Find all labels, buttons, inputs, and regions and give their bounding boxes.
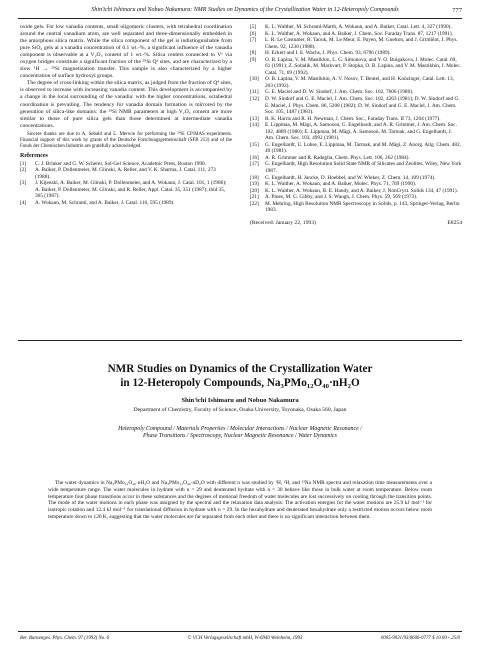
footer-issn: 0005-9021/93/0606-0777 $ 10.00+.25/0 — [380, 636, 460, 641]
reference-text: K. L. Walther, A. Wokaun, B. E. Handy, and A. Baiker, J. NonCryst. Solids 134, 47 (1991). — [265, 187, 458, 194]
reference-number: [6] — [250, 30, 257, 37]
article-title-line-2: in 12-Heteropoly Compounds, Na₃PMo₁₂O₄₀·nH₂O — [120, 377, 360, 389]
reference-item — [250, 122, 462, 142]
keywords-line-2: Phase Transitions / Spectroscopy, Nuclear Magnetic Resonance / Water Dynamics — [143, 433, 337, 440]
body-paragraph: The degree of cross-linking within the silica matrix, as judged from the fraction of Q⁴ sites, is observed to increase with increasing vanadia content. This development is accompanied by a change in the local surrounding of the vanadia: with the higher concentrations, octahedral coordination is prevailing. The tendency for vanadia domain formation is mirrored by the generation of silica-like domains: the ²⁹Si NMR parameters at high V₂O₅ content are more similar to those of pure silica gels than those determined at intermediate vanadia concentrations. — [20, 80, 232, 129]
reference-list — [250, 24, 462, 214]
reference-item — [250, 161, 462, 174]
reference-text: A. Baiker, P. Dollenmeier, M. Glinski, A. Reller, and V. K. Sharma, J. Catal. 111, 273 (1988). — [35, 167, 216, 180]
article-keywords — [30, 426, 450, 441]
footer-journal: Ber. Bunsenges. Phys. Chem. 97 (1993) No. 6 — [20, 636, 110, 641]
reference-number: [17] — [250, 161, 259, 168]
reference-text: A. Pines, M. G. Gibby, and J. S. Waugh, J. Chem. Phys. 59, 569 (1973). — [265, 194, 418, 201]
body-paragraph: oxide gels. For low vanadia contents, small oligomeric clusters, with tetrahedral coordination around the central vanadium atom, are well separated and three-dimensionally embedded in the amorphous silica matrix. While the silica component of the gel is indistinguishable from pure SiO₂ gels at a vanadia concentration of 0.1 wt.-%, a significant influence of the vanadia component is observable at a V₂O₅ content of 1 wt.-%. Silica centers connected to Vᵛ via oxygen bridges constitute a significant fraction of the ²⁹Si Q³ sites, and are characterized by a slow ¹H → ²⁹Si magnetization transfer. This sample is also characterized by a higher concentration of surface hydroxyl groups. — [20, 24, 232, 80]
manuscript-code: E8254 — [447, 219, 462, 226]
reference-text: A. Wokaun, M. Schraml, and A. Baiker, J. Catal. 116, 595 (1989). — [35, 200, 175, 207]
reference-number: [14] — [250, 122, 259, 129]
reference-number: [12] — [250, 96, 259, 103]
reference-number: [21] — [250, 194, 259, 201]
reference-number: [11] — [250, 89, 259, 96]
reference-number: [7] — [250, 37, 257, 44]
reference-list — [20, 161, 232, 207]
reference-number: [18] — [250, 174, 259, 181]
received-line — [250, 220, 462, 227]
reference-text: K. L. Walther, M. Schraml-Marth, A. Wokaun, and A. Baiker, Catal. Lett. 4, 327 (1990). — [265, 24, 452, 30]
acknowledgement: Sincere thanks are due to A. Sebald and L. Merwin for performing the ²⁹Si CP/MAS experiments. Financial support of this work by grants of the Deutsche Forschungsgemeinschaft (SFB 213) and of the Fonds der Chemischen Industrie are gratefully acknowledged. — [20, 131, 232, 149]
reference-item — [20, 180, 232, 200]
reference-text: G. Engelhardt, H. Jancke, D. Hoebbel, and W. Wieker, Z. Chem. 14, 109 (1974). — [265, 174, 436, 181]
reference-text: G. Engelhardt, U. Lohse, E. Lippmaa, M. Tarmak, and M. Mägi, Z. Anorg. Allg. Chem. 482, 49 (1981). — [265, 141, 461, 155]
reference-number: [19] — [250, 181, 259, 188]
reference-text: K. L. Walther, A. Wokaun, and A. Baiker, J. Chem. Soc. Faraday Trans. 87, 1217 (1991). — [265, 30, 454, 37]
reference-text: C. J. Brinker and G. W. Scherer, Sol-Gel Science, Academic Press, Boston 1990. — [35, 160, 207, 167]
reference-item — [20, 167, 232, 180]
article-header — [30, 362, 450, 441]
reference-text: A. R. Grimmer and R. Radeglia, Chem. Phys. Lett. 106, 262 (1984). — [265, 154, 410, 161]
reference-number: [1] — [20, 160, 27, 167]
reference-number: [2] — [20, 167, 27, 174]
reference-item — [250, 201, 462, 214]
reference-text: G. E. Maciel and D. W. Sindorf, J. Am. Chem. Soc. 102, 7606 (1980). — [265, 89, 414, 96]
reference-number: [4] — [20, 200, 27, 207]
reference-text: J. Kijenski, A. Baiker, M. Glinski, P. Dollenmeier, and A. Wokaun, J. Catal. 101, 1 (1986); A. Baiker, P. Dollenmeier, M. Glinski, and R. Reller, Appl. Catal. 35, 351 (1987); ibid 35, 365 (1987). — [35, 180, 227, 200]
reference-text: D. W. Sindorf and G. E. Maciel, J. Am. Chem. Soc. 102, 4263 (1981); D. W. Sindorf and G. E. Maciel, J. Phys. Chem. 86, 5208 (1982); D. W. Sindorf and G. E. Maciel, J. Am. Chem. Soc. 105, 1487 (1983). — [265, 96, 460, 116]
article-title-line-1: NMR Studies on Dynamics of the Crystallization Water — [107, 363, 373, 375]
reference-number: [15] — [250, 141, 259, 148]
reference-text: L. R. Le Costumer, B. Taouk, M. Le Meur, E. Payen, M. Guelton, and J. Grimblot, J. Phys. Chem. 92, 1230 (1988). — [265, 37, 458, 50]
references-heading: References — [20, 152, 48, 159]
reference-item — [250, 142, 462, 155]
article-affiliation: Department of Chemistry, Faculty of Science, Osaka University, Toyonaka, Osaka 560, Japan — [133, 407, 347, 413]
reference-number: [20] — [250, 187, 259, 194]
running-head: Shin'ichi Ishimaru and Nobuo Nakamura: NMR Studies on Dynamics of the Crystallization Water in 12-Heteropoly Compounds — [91, 7, 399, 13]
reference-item — [250, 76, 462, 89]
reference-text: E. Lippmaa, M. Mägi, A. Samoson, G. Engelhardt, and A. R. Grimmer, J. Am. Chem. Soc. 102, 4889 (1980); E. Lippmaa, M. Mägi, A. Samoson, M. Tarmak, and G. Engelhardt, J. Am. Chem. Soc. 103, 4992 (1981). — [265, 122, 457, 142]
reference-number: [5] — [250, 24, 257, 30]
reference-text: R. K. Harris and R. H. Newman, J. Chem. Soc., Faraday Trans. II 73, 1204 (1977). — [265, 115, 441, 122]
reference-number: [22] — [250, 200, 259, 207]
article-title — [30, 362, 450, 390]
reference-text: K. L. Walther, A. Wokaun, and A. Baiker, Molec. Phys. 71, 769 (1990). — [265, 181, 417, 188]
keywords-line-1: Heteropoly Compound / Materials Properties / Molecular Interactions / Nuclear Magnetic Resonance / — [118, 426, 362, 432]
received-date: (Received: January 22, 1993) — [250, 219, 316, 226]
reference-number: [3] — [20, 180, 27, 187]
reference-text: M. Mehring, High Resolution NMR Spectroscopy in Solids, p. 143, Springer-Verlag, Berlin 1983. — [265, 200, 460, 214]
reference-text: O. B. Lapina, V. M. Mastikhin, A. V. Nosov, T. Beutel, and H. Knözinger, Catal. Lett. 13, 203 (1992). — [265, 76, 454, 89]
reference-number: [10] — [250, 76, 259, 83]
article-abstract: The water dynamics in Na₃PMo₁₂O₄₀·nH₂O and Na₃PMo₁₂O₄₀·nD₂O with different n was studied by ¹H, ²H, and ²³Na NMR spectra and relaxation time measurements over a wide temperature range. The water molecules in hydrate with n = 29 and deuterated hydrate with n = 30 behave like those in bulk water at room temperature. Below room temperature four phase transitions occur in these substances and the degrees of motional freedom of water molecules are lost successively on cooling through the transition points. The mode of the water motions in each phase was assigned by the spectral and the relaxation data analysis: The activation energies for the water motions are 25.9 kJ mol⁻¹ for isotropic rotation and 12.4 kJ mol⁻¹ for translational diffusion in hydrate with n = 29. In the hexahydrate and deuterated hexahydrate only a restricted motion occurs below room temperature down to 120 K, suggesting that the water molecules are far separated from each other and there is no significant interaction between them. — [48, 480, 432, 520]
reference-item — [250, 96, 462, 116]
reference-item — [20, 200, 232, 207]
right-column — [250, 24, 462, 227]
footer-publisher: © VCH Verlagsgesellschaft mbH, W-6940 Weinheim, 1993 — [187, 636, 303, 641]
footer-rule — [18, 631, 462, 632]
reference-text: O. B. Lapina, V. M. Mastikhin, L. G. Simonova, and Y. O. Bulgakova, J. Molec. Catal. 69, 61 (1991); Z. Sobalik, M. Markvart, P. Stopka, O. B. Lapina, and V. M. Mastikhin, J. Molec. Catal. 71, 69 (1992). — [265, 56, 462, 76]
reference-text: G. Engelhardt, High Resolution Solid State NMR of Silicates and Zeolites, Wiley, New York 1987. — [265, 161, 462, 175]
left-column — [20, 24, 232, 207]
reference-number: [8] — [250, 50, 257, 57]
reference-number: [9] — [250, 56, 257, 63]
section-rule — [18, 340, 462, 341]
reference-number: [16] — [250, 154, 259, 161]
reference-number: [13] — [250, 115, 259, 122]
reference-item — [250, 37, 462, 50]
article-authors: Shin'ichi Ishimaru and Nobuo Nakamura — [181, 397, 299, 404]
page-footer — [20, 636, 460, 641]
header-rule — [18, 18, 462, 19]
reference-item — [250, 57, 462, 77]
reference-text: H. Eckert and I. E. Wachs, J. Phys. Chem. 93, 6796 (1989). — [265, 50, 391, 57]
page-number: 777 — [452, 7, 462, 14]
